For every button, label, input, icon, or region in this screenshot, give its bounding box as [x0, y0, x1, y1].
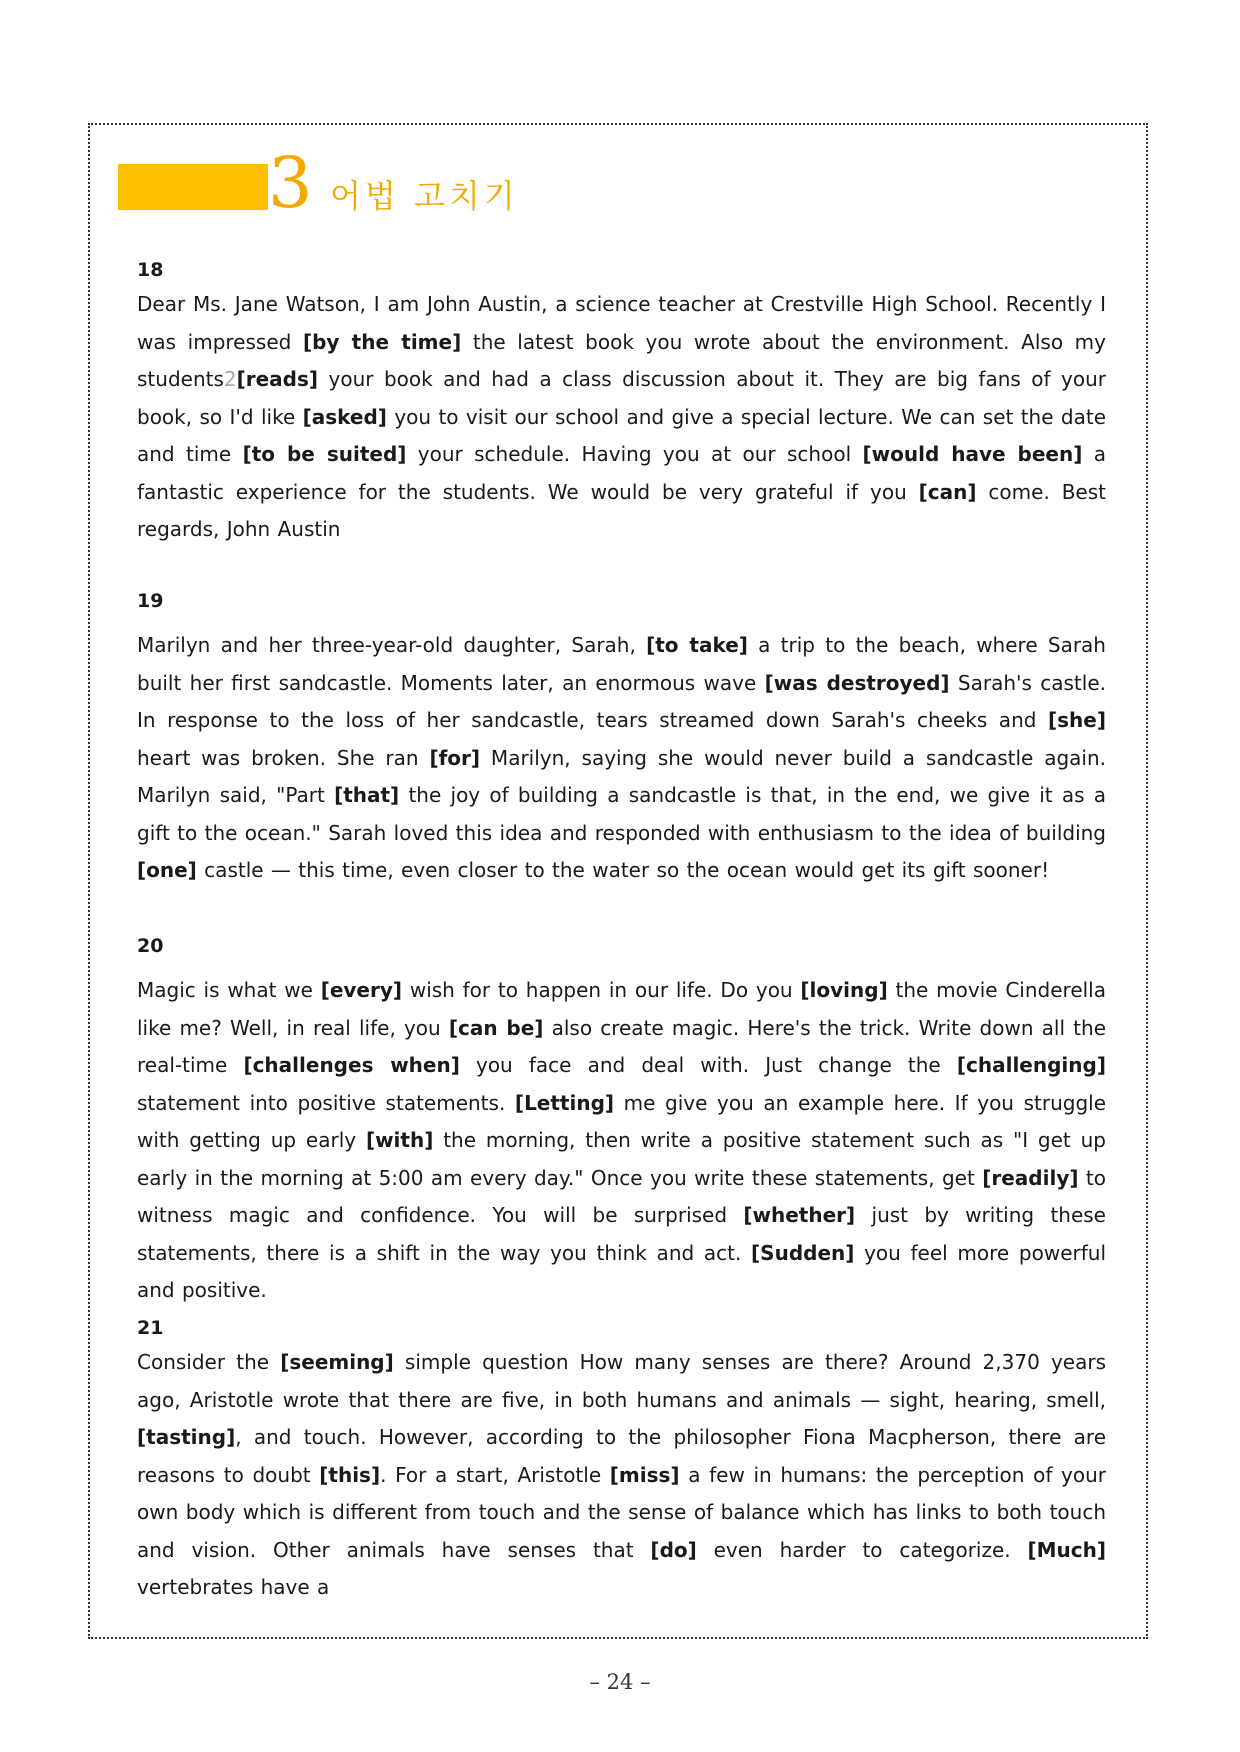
passage-text: Dear Ms. Jane Watson, I am John Austin, a science teacher at Crestville High School. Recently I was impressed — [137, 292, 1106, 354]
blank-answer: [miss] — [609, 1462, 680, 1487]
passage-text: your book and had a class discussion about it. They are big fans of your book, so I'd like — [137, 367, 1106, 429]
accent-bar — [118, 164, 268, 210]
passage-text: Marilyn, saying she would never build a sandcastle again. Marilyn said, "Part — [137, 745, 1107, 807]
question-number: 20 — [137, 935, 164, 957]
blank-answer: [loving] — [800, 978, 888, 1002]
question-19 — [137, 589, 1106, 890]
passage-text: your schedule. Having you at our school — [406, 442, 863, 466]
passage-text: also create magic. Here's the trick. Write down all the real-time — [137, 1015, 1107, 1077]
blank-answer: [for] — [429, 745, 481, 770]
passage-text: a fantastic experience for the students. We would be very grateful if you — [137, 442, 1107, 504]
blank-answer: [Letting] — [514, 1090, 615, 1115]
blank-answer: [seeming] — [280, 1350, 394, 1374]
passage-text: me give you an example here. If you struggle with getting up early — [137, 1090, 1107, 1152]
passage-text: the latest book you wrote about the environment. Also my students — [137, 329, 1106, 391]
blank-answer: [readily] — [982, 1165, 1079, 1190]
passage-text: you face and deal with. Just change the — [459, 1053, 957, 1077]
section-number: 3 — [268, 142, 313, 224]
question-number: 18 — [137, 259, 164, 281]
question-passage — [137, 286, 1106, 549]
blank-answer: [Much] — [1027, 1537, 1107, 1562]
blank-answer: [to be suited] — [242, 442, 407, 466]
blank-answer: [challenging] — [956, 1053, 1106, 1077]
passage-text: , and touch. However, according to the philosopher Fiona Macpherson, there are reasons to doubt — [137, 1425, 1106, 1487]
blank-answer: [one] — [137, 858, 197, 882]
passage-text: you to visit our school and give a special lecture. We can set the date and time — [137, 404, 1106, 466]
blank-answer: [would have been] — [862, 442, 1083, 466]
blank-answer: [Sudden] — [751, 1240, 855, 1265]
question-20 — [137, 934, 1106, 1310]
blank-answer: [she] — [1048, 708, 1106, 732]
blank-answer: [that] — [334, 783, 400, 807]
passage-text: Marilyn and her three-year-old daughter, Sarah, — [137, 633, 647, 657]
passage-text: you feel more powerful and positive. — [137, 1240, 1107, 1302]
passage-text: even harder to categorize. — [696, 1537, 1028, 1562]
blank-answer: [tasting] — [137, 1425, 236, 1449]
passage-text: vertebrates have a — [137, 1575, 330, 1599]
passage-text: 2 — [223, 367, 237, 391]
passage-text: wish for to happen in our life. Do you — [402, 978, 801, 1002]
passage-text: the movie Cinderella like me? Well, in real life, you — [137, 978, 1106, 1040]
passage-text: Sarah's castle. In response to the loss of her sandcastle, tears streamed down Sarah's cheeks and — [137, 670, 1106, 732]
section-title: 어법 고치기 — [330, 177, 519, 215]
blank-answer: [whether] — [743, 1203, 856, 1227]
blank-answer: [with] — [365, 1128, 434, 1152]
question-18 — [137, 258, 1106, 549]
passage-text: come. Best regards, John Austin — [137, 479, 1106, 541]
passage-text: heart was broken. She ran — [137, 745, 430, 770]
question-number: 21 — [137, 1317, 164, 1339]
passage-text: the morning, then write a positive statement such as "I get up early in the morning at 5:00 am every day." Once you write these statements, get — [137, 1128, 1106, 1190]
passage-text: a few in humans: the perception of your own body which is different from touch and the sense of balance which has links to both touch and vision. Other animals have senses that — [137, 1462, 1106, 1562]
question-21 — [137, 1316, 1106, 1607]
blank-answer: [by the time] — [302, 329, 462, 354]
blank-answer: [to take] — [646, 633, 748, 657]
passage-text: Magic is what we — [137, 978, 321, 1002]
question-passage — [137, 972, 1106, 1310]
blank-answer: [can] — [918, 479, 977, 504]
question-number: 19 — [137, 590, 164, 612]
blank-answer: [reads] — [236, 367, 319, 391]
blank-answer: [this] — [319, 1462, 381, 1487]
section-header — [118, 142, 718, 224]
passage-text: statement into positive statements. — [137, 1090, 515, 1115]
blank-answer: [can be] — [448, 1015, 544, 1040]
blank-answer: [challenges when] — [243, 1053, 460, 1077]
passage-text: simple question How many senses are there? Around 2,370 years ago, Aristotle wrote that there are five, in both humans and animals — sight, hearing, smell, — [137, 1350, 1106, 1412]
passage-text: castle — this time, even closer to the water so the ocean would get its gift sooner! — [196, 858, 1050, 882]
passage-text: a trip to the beach, where Sarah built her first sandcastle. Moments later, an enormous wave — [137, 633, 1106, 695]
passage-text: Consider the — [137, 1350, 281, 1374]
blank-answer: [every] — [320, 978, 403, 1002]
blank-answer: [do] — [650, 1537, 697, 1562]
passage-text: just by writing these statements, there is a shift in the way you think and act. — [137, 1203, 1106, 1265]
page-number: – 24 – — [589, 1670, 651, 1694]
blank-answer: [asked] — [302, 404, 387, 429]
question-passage — [137, 1344, 1106, 1607]
blank-answer: [was destroyed] — [764, 670, 950, 695]
passage-text: to witness magic and confidence. You will be surprised — [137, 1165, 1107, 1227]
passage-text: . For a start, Aristotle — [380, 1462, 610, 1487]
passage-text: the joy of building a sandcastle is that, in the end, we give it as a gift to the ocean." Sarah loved this idea and responded with enthusiasm to the idea of building — [137, 783, 1107, 845]
question-passage — [137, 627, 1106, 890]
